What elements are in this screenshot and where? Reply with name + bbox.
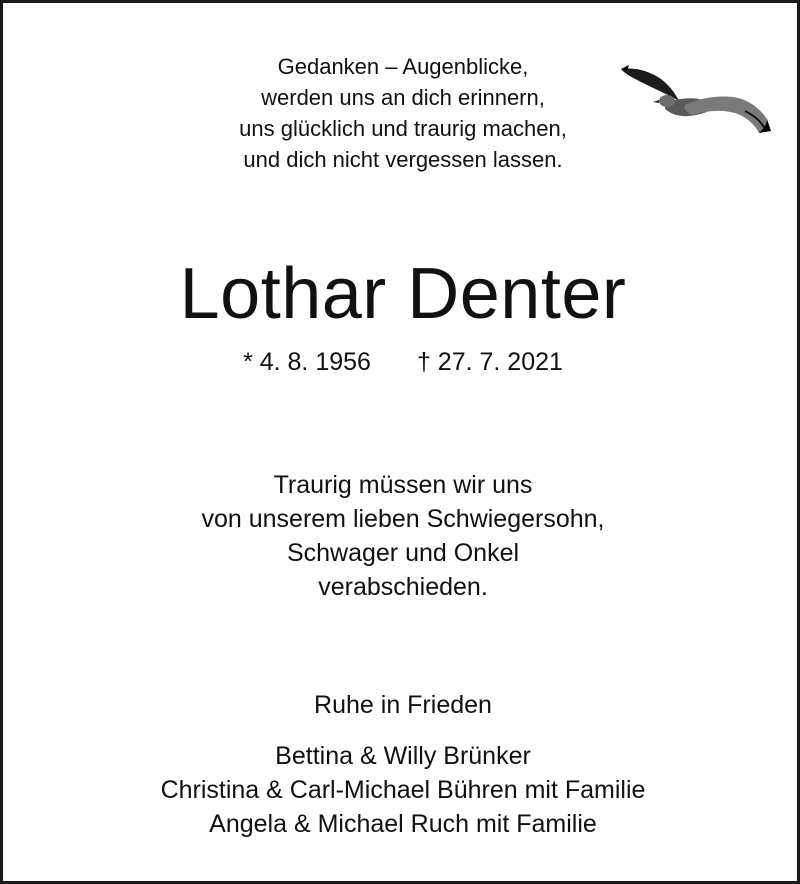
poem-line: uns glücklich und traurig machen, xyxy=(239,116,567,141)
seagull-icon xyxy=(615,59,771,139)
birth-date: * 4. 8. 1956 xyxy=(243,348,371,376)
message-line: Traurig müssen wir uns xyxy=(273,471,533,499)
poem-line: und dich nicht vergessen lassen. xyxy=(243,147,563,172)
death-date: † 27. 7. 2021 xyxy=(416,348,563,376)
farewell-message xyxy=(3,468,800,604)
poem-line: werden uns an dich erinnern, xyxy=(261,85,545,110)
signer: Christina & Carl-Michael Bühren mit Familie xyxy=(160,776,646,804)
signers-list xyxy=(3,739,800,841)
deceased-name: Lothar Denter xyxy=(179,254,627,334)
message-line: verabschieden. xyxy=(318,573,488,601)
message-line: Schwager und Onkel xyxy=(286,539,520,567)
poem-line: Gedanken – Augenblicke, xyxy=(277,54,529,79)
message-line: von unserem lieben Schwiegersohn, xyxy=(201,505,605,533)
life-dates xyxy=(3,345,800,379)
signer: Angela & Michael Ruch mit Familie xyxy=(209,810,597,838)
signer: Bettina & Willy Brünker xyxy=(275,742,531,770)
closing-phrase: Ruhe in Frieden xyxy=(314,691,492,719)
